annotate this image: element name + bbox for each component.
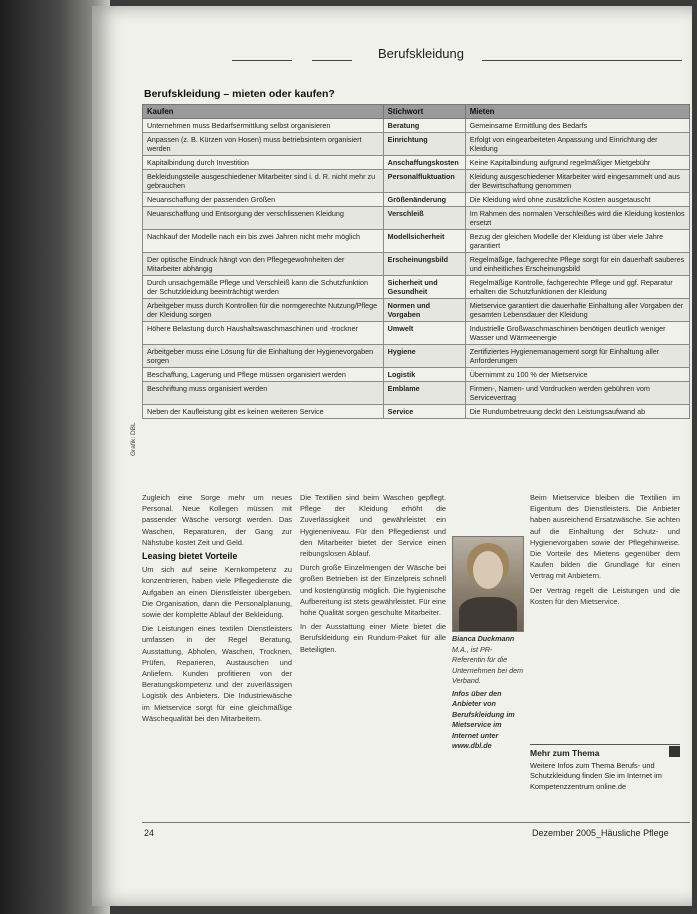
cell-stichwort: Sicherheit und Gesundheit <box>383 276 465 299</box>
cell-mieten: Die Rundumbetreuung deckt den Leistungsaufwand ab <box>465 405 689 419</box>
page-number: 24 <box>144 828 155 838</box>
issue-line: Dezember 2005_Häusliche Pflege <box>532 828 669 838</box>
table-row <box>143 368 690 382</box>
arrow-box-icon <box>669 746 680 757</box>
col2-paragraph-2: Durch große Einzelmengen der Wäsche bei großen Betrieben ist der Einzelpreis schnell und kostengünstig möglich. Die hygienische Aufbereitung ist stets gewährleistet. Für eine hohe Qualität sorgen geschulte Mitarbeiter. <box>300 563 446 618</box>
cell-mieten: Erfolgt von eingearbeiteten Anpassung und Einrichtung der Kleidung <box>465 133 689 156</box>
table-row <box>143 193 690 207</box>
cell-mieten: Firmen-, Namen- und Vordrucken werden gebühren vom Servicevertrag <box>465 382 689 405</box>
more-text: Weitere Infos zum Thema Berufs- und Schutzkleidung finden Sie im Internet im Kompetenzzentrum online.de <box>530 760 662 791</box>
cell-stichwort: Verschleiß <box>383 207 465 230</box>
header-mieten: Mieten <box>465 105 689 119</box>
cell-kaufen: Höhere Belastung durch Haushaltswaschmaschinen und -trockner <box>143 322 384 345</box>
author-photo <box>452 536 524 632</box>
cell-mieten: Zertifiziertes Hygienemanagement sorgt für Einhaltung aller Anforderungen <box>465 345 689 368</box>
cell-stichwort: Beratung <box>383 119 465 133</box>
table-row <box>143 299 690 322</box>
table-row <box>143 322 690 345</box>
cell-mieten: Im Rahmen des normalen Verschleißes wird die Kleidung kostenlos ersetzt <box>465 207 689 230</box>
cell-kaufen: Anpassen (z. B. Kürzen von Hosen) muss betriebsintern organisiert werden <box>143 133 384 156</box>
cell-stichwort: Größenänderung <box>383 193 465 207</box>
table-row <box>143 276 690 299</box>
cell-stichwort: Normen und Vorgaben <box>383 299 465 322</box>
header-rule-left <box>232 60 292 61</box>
cell-stichwort: Logistik <box>383 368 465 382</box>
table-row <box>143 405 690 419</box>
table-row <box>143 382 690 405</box>
cell-mieten: Die Kleidung wird ohne zusätzliche Kosten ausgetauscht <box>465 193 689 207</box>
cell-stichwort: Erscheinungsbild <box>383 253 465 276</box>
cell-mieten: Übernimmt zu 100 % der Mietservice <box>465 368 689 382</box>
author-name: Bianca Duckmann <box>452 634 515 643</box>
cell-stichwort: Emblame <box>383 382 465 405</box>
cell-kaufen: Unternehmen muss Bedarfsermittlung selbst organisieren <box>143 119 384 133</box>
col3-paragraph-2: Der Vertrag regelt die Leistungen und die Kosten für den Mietservice. <box>530 585 680 606</box>
table-row <box>143 207 690 230</box>
col2-paragraph-3: In der Ausstattung einer Miete bietet die Berufskleidung ein Rundum-Paket für alle Beteiligten. <box>300 622 446 654</box>
cell-stichwort: Hygiene <box>383 345 465 368</box>
cell-kaufen: Kapitalbindung durch Investition <box>143 156 384 170</box>
section-heading: Leasing bietet Vorteile <box>142 551 238 562</box>
cell-kaufen: Beschaffung, Lagerung und Pflege müssen organisiert werden <box>143 368 384 382</box>
col3-paragraph-1: Beim Mietservice bleiben die Textilien im Eigentum des Dienstleisters. Die Anbieter haben ausreichend Ersatzwäsche. Sie achten auf die Einhaltung der Schutz- und Hygienevorgaben sowie der Pflegehinweise. Die Vorteile des Mietens gegenüber dem Kaufen bilden die Grundlage für einen Vertrag mit Anbietern. <box>530 493 680 581</box>
cell-mieten: Mietservice garantiert die dauerhafte Einhaltung aller Vorgaben der gesamten Lebensdauer der Kleidung <box>465 299 689 322</box>
col2-paragraph-1: Die Textilien sind beim Waschen gepflegt. Pflege der Kleidung erhöht die Zuverlässigkeit und gewährleistet ein Hygieneniveau. Für den Pflegedienst und den Mitarbeiter bietet der Service einen reibungslosen Ablauf. <box>300 493 446 559</box>
table-row <box>143 345 690 368</box>
more-on-topic-box <box>530 744 680 792</box>
table-row <box>143 133 690 156</box>
article-column-2 <box>300 492 446 658</box>
cell-kaufen: Der optische Eindruck hängt von den Pflegegewohnheiten der Mitarbeiter abhängig <box>143 253 384 276</box>
cell-kaufen: Neuanschaffung und Entsorgung der verschlissenen Kleidung <box>143 207 384 230</box>
table-title: Berufskleidung – mieten oder kaufen? <box>144 88 335 100</box>
cell-stichwort: Anschaffungskosten <box>383 156 465 170</box>
cell-mieten: Regelmäßige Kontrolle, fachgerechte Pflege und ggf. Reparatur erhalten die Schutzfunktionen der Kleidung <box>465 276 689 299</box>
photo-face <box>473 551 503 589</box>
cell-kaufen: Arbeitgeber muss durch Kontrollen für die normgerechte Nutzung/Pflege der Kleidung sorgen <box>143 299 384 322</box>
author-caption <box>452 634 524 752</box>
comparison-table <box>142 104 690 419</box>
cell-kaufen: Neben der Kaufleistung gibt es keinen weiteren Service <box>143 405 384 419</box>
header-rule-mid <box>312 60 352 61</box>
col1-paragraph-3: Die Leistungen eines textilen Dienstleisters umfassen in der Regel Beratung, Ausstattung, Abholen, Waschen, Trocknen, Prüfen, Reparieren, Austauschen und Anliefern. Kunden profitieren von der Beratungskompetenz und der zuverlässigen Logistik des Anbieters. Die Industriewäsche im Mietservice sorgt für eine gleichmäßige Wäschequalität bei den Mitarbeitern. <box>142 624 292 723</box>
author-title: M.A., ist PR-Referentin für die Unternehmen bei dem Verband. <box>452 644 524 685</box>
more-heading: Mehr zum Thema <box>530 744 680 759</box>
table-row <box>143 119 690 133</box>
cell-kaufen: Arbeitgeber muss eine Lösung für die Einhaltung der Hygienevorgaben sorgen <box>143 345 384 368</box>
col1-paragraph-1: Zugleich eine Sorge mehr um neues Personal. Neue Kollegen müssen mit passender Wäsche versorgt werden. Das Waschen, Reparaturen, der Gang zur Nähstube kostet Zeit und Geld. <box>142 493 292 547</box>
cell-mieten: Regelmäßige, fachgerechte Pflege sorgt für ein dauerhaft sauberes und einheitliches Erscheinungsbild <box>465 253 689 276</box>
author-info: Infos über den Anbieter von Berufskleidung im Mietservice im Internet unter www.dbl.de <box>452 688 515 750</box>
table-row <box>143 156 690 170</box>
header-rule-right <box>482 60 682 61</box>
cell-kaufen: Nachkauf der Modelle nach ein bis zwei Jahren nicht mehr möglich <box>143 230 384 253</box>
col1-paragraph-2: Um sich auf seine Kernkompetenz zu konzentrieren, haben viele Pflegedienste die Aufgaben an einen Dienstleister übergeben. Die Organisation, dann die Personalplanung, sowie der komplette Ablauf der Bekleidung. <box>142 565 292 620</box>
header-stichwort: Stichwort <box>383 105 465 119</box>
table-row <box>143 253 690 276</box>
running-header-title: Berufskleidung <box>372 46 470 61</box>
cell-stichwort: Einrichtung <box>383 133 465 156</box>
footer-rule <box>142 822 690 823</box>
table-row <box>143 230 690 253</box>
cell-stichwort: Service <box>383 405 465 419</box>
cell-mieten: Bezug der gleichen Modelle der Kleidung ist über viele Jahre garantiert <box>465 230 689 253</box>
cell-kaufen: Bekleidungsteile ausgeschiedener Mitarbeiter sind i. d. R. nicht mehr zu gebrauchen <box>143 170 384 193</box>
cell-kaufen: Durch unsachgemäße Pflege und Verschleiß kann die Schutzfunktion der Schutzkleidung beeinträchtigt werden <box>143 276 384 299</box>
photo-shoulders <box>459 597 517 631</box>
side-credit: Grafik: DBL <box>130 422 137 456</box>
header-kaufen: Kaufen <box>143 105 384 119</box>
cell-mieten: Kleidung ausgeschiedener Mitarbeiter wird eingesammelt und aus der Bewirtschaftung genommen <box>465 170 689 193</box>
running-header <box>232 46 682 68</box>
magazine-page <box>92 6 692 906</box>
article-column-3 <box>530 492 680 610</box>
cell-stichwort: Personalfluktuation <box>383 170 465 193</box>
table-header-row <box>143 105 690 119</box>
cell-stichwort: Modellsicherheit <box>383 230 465 253</box>
cell-kaufen: Beschriftung muss organisiert werden <box>143 382 384 405</box>
cell-mieten: Gemeinsame Ermittlung des Bedarfs <box>465 119 689 133</box>
cell-mieten: Keine Kapitalbindung aufgrund regelmäßiger Mietgebühr <box>465 156 689 170</box>
cell-stichwort: Umwelt <box>383 322 465 345</box>
cell-kaufen: Neuanschaffung der passenden Größen <box>143 193 384 207</box>
table-row <box>143 170 690 193</box>
cell-mieten: Industrielle Großwaschmaschinen benötigen deutlich weniger Wasser und Wärmeenergie <box>465 322 689 345</box>
article-column-1 <box>142 492 292 727</box>
